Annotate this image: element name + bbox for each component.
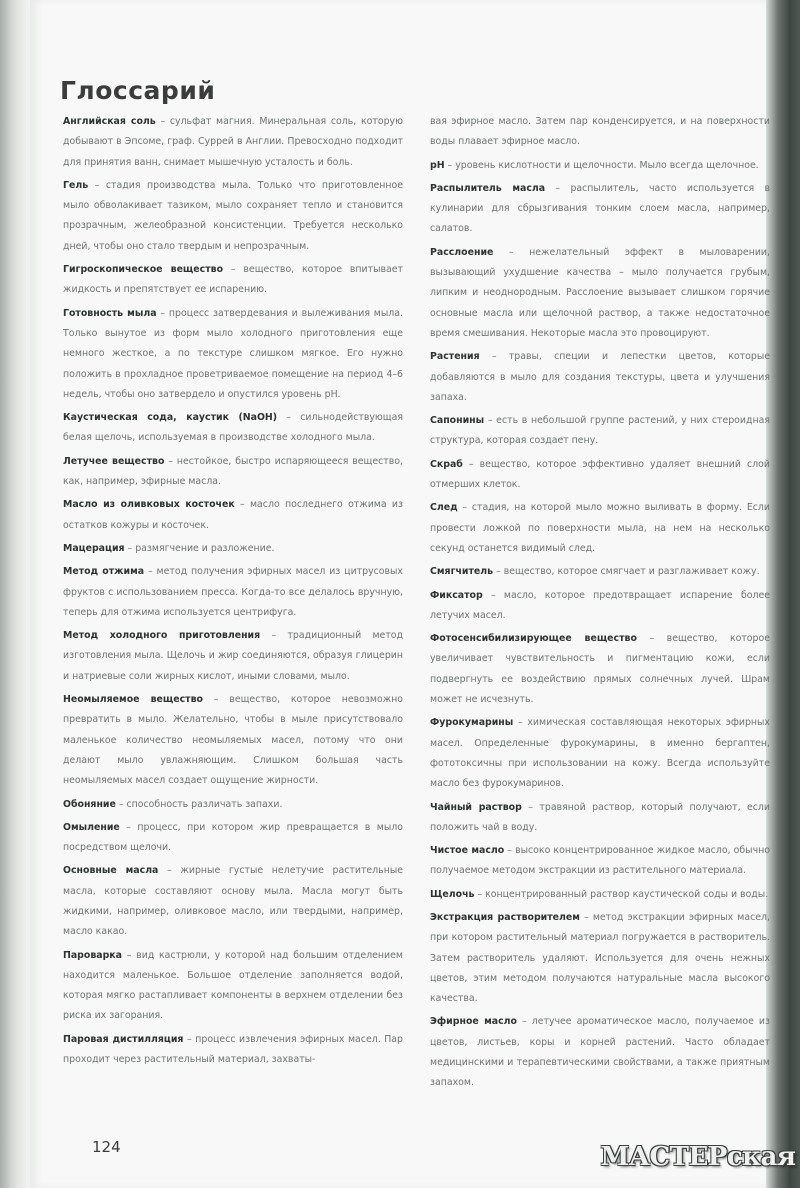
glossary-term: Фотосенсибилизирующее вещество xyxy=(430,633,637,645)
glossary-definition: – способность различать запахи. xyxy=(115,798,283,810)
glossary-definition: – метод экстракции эфирных масел, при котором растительный материал погружается в растворитель. Затем растворитель удаляют. Используется для очень нежных цветов, этим методом получаются натуральные масла высокого качества. xyxy=(430,911,770,1005)
glossary-entry xyxy=(63,112,403,173)
glossary-term: Чайный раствор xyxy=(430,801,522,813)
glossary-entry xyxy=(63,690,403,791)
glossary-definition: – жирные густые нелетучие растительные масла, которые составляют основу мыла. Масла могут быть жидкими, например, оливковое масло, или твердыми, например, масло какао. xyxy=(63,865,403,938)
glossary-definition: – уровень кислотности и щелочности. Мыло всегда щелочное. xyxy=(444,159,759,171)
glossary-definition: – сульфат магния. Минеральная соль, которую добывают в Эпсоме, граф. Суррей в Англии. Превосходно подходит для принятия ванн, снимает мышечную усталость и боль. xyxy=(63,116,403,168)
watermark-logo: МАСТЕРская xyxy=(600,1142,796,1172)
page-right-edge xyxy=(766,0,800,1188)
glossary-definition: – процесс затвердевания и вылеживания мыла. Только вынутое из форм мыло холодного приготовления еще немного жесткое, а по текстуре слишком мягкое. Его нужно положить в прохладное проветриваемое помещение на период 4–6 недель, чтобы оно затвердело и опустился уровень pH. xyxy=(63,307,404,400)
glossary-entry xyxy=(430,713,770,794)
glossary-term: След xyxy=(430,502,458,514)
glossary-definition: – вещество, которое увеличивает чувствительность и пигментацию кожи, если подвергнуть ее воздействию прямых солнечных лучей. Шрам может не исчезнуть. xyxy=(430,633,770,706)
glossary-definition: – вещество, которое впитывает жидкость и препятствует ее испарению. xyxy=(63,264,404,296)
glossary-definition: – сильнодействующая белая щелочь, используемая в производстве холодного мыла. xyxy=(63,412,403,444)
glossary-right-column xyxy=(430,112,770,1097)
glossary-definition: – травы, специи и лепестки цветов, которые добавляются в мыло для создания текстуры, цвета и улучшения запаха. xyxy=(430,351,770,403)
glossary-term: Готовность мыла xyxy=(63,307,157,319)
page-title: Глоссарий xyxy=(60,76,216,105)
glossary-definition: – процесс, при котором жир превращается в мыло посредством щелочи. xyxy=(63,821,403,854)
glossary-definition: – стадия, на которой мыло можно выливать в форму. Если провести ложкой по поверхности мыла, на нем на несколько секунд останется видимый след. xyxy=(430,502,770,554)
glossary-entry xyxy=(430,243,770,344)
glossary-term: Экстракция растворителем xyxy=(430,911,580,923)
glossary-definition: – вещество, которое эффективно удаляет внешний слой отмерших клеток. xyxy=(430,458,770,491)
glossary-definition: – высоко концентрированное жидкое масло, обычно получаемое методом экстракции из растительного материала. xyxy=(430,845,770,877)
glossary-entry xyxy=(430,885,770,905)
glossary-term: Эфирное масло xyxy=(430,1016,517,1028)
glossary-definition: вая эфирное масло. Затем пар конденсируется, и на поверхности воды плавает эфирное масло. xyxy=(430,116,770,148)
glossary-term: Масло из оливковых косточек xyxy=(63,499,235,511)
glossary-definition: – масло, которое предотвращает испарение более летучих масел. xyxy=(430,589,770,621)
glossary-entry xyxy=(430,498,770,559)
glossary-entry xyxy=(63,408,403,449)
glossary-entry xyxy=(63,861,403,942)
glossary-entry xyxy=(430,112,770,153)
glossary-term: Метод холодного приготовления xyxy=(63,630,261,642)
glossary-term: Метод отжима xyxy=(63,566,145,578)
glossary-entry xyxy=(63,818,403,859)
glossary-entry xyxy=(63,260,403,301)
glossary-entry xyxy=(63,1030,403,1071)
glossary-definition: – масло последнего отжима из остатков кожуры и косточек. xyxy=(63,499,403,531)
glossary-entry xyxy=(63,495,403,536)
glossary-definition: – летучее ароматическое масло, получаемое из цветов, листьев, коры и корней растений. Часто обладает медицинскими и терапевтическими свойствами, а также приятным запахом. xyxy=(430,1016,770,1089)
book-spine-shadow xyxy=(0,0,30,1188)
glossary-term: Распылитель масла xyxy=(430,182,546,194)
glossary-entry xyxy=(430,411,770,452)
glossary-entry xyxy=(430,908,770,1009)
glossary-left-column xyxy=(63,112,403,1073)
glossary-definition: – нестойкое, быстро испаряющееся вещество, как, например, эфирные масла. xyxy=(63,455,403,488)
glossary-definition: – метод получения эфирных масел из цитрусовых фруктов с использованием пресса. Когда-то все делалось вручную, теперь для отжима используется центрифуга. xyxy=(63,566,403,618)
glossary-definition: – есть в небольшой группе растений, у них стероидная структура, которая создает пену. xyxy=(430,415,770,447)
glossary-definition: – размягчение и разложение. xyxy=(124,542,275,554)
glossary-term: Растения xyxy=(430,351,480,363)
glossary-definition: – нежелательный эффект в мыловарении, вызывающий ухудшение качества – мыло получается грубым, липким и неоднородным. Расслоение вызывает слишком горячие основные масла или щелочной раствор, а также недостаточное время смешивания. Некоторые масла это провоцируют. xyxy=(430,246,770,339)
glossary-entry xyxy=(63,946,403,1027)
glossary-definition: – вещество, которое смягчает и разглаживает кожу. xyxy=(493,566,760,578)
glossary-term: Скраб xyxy=(430,458,463,470)
glossary-term: Фурокумарины xyxy=(430,717,514,729)
glossary-definition: – химическая составляющая некоторых эфирных масел. Определенные фурокумарины, в именно бергаптен, фототоксичны при использовании на кожу. Всегда используйте масло без фурокумаринов. xyxy=(430,717,770,790)
glossary-entry xyxy=(63,304,403,405)
glossary-term: Фиксатор xyxy=(430,589,483,601)
glossary-term: Омыление xyxy=(63,821,120,833)
glossary-term: Смягчитель xyxy=(430,566,494,578)
glossary-term: Гигроскопическое вещество xyxy=(63,264,224,276)
glossary-term: Английская соль xyxy=(63,116,156,127)
glossary-entry xyxy=(63,176,403,257)
glossary-term: pH xyxy=(430,159,445,171)
glossary-entry xyxy=(430,841,770,882)
glossary-definition: – распылитель, часто используется в кулинарии для сбрызгивания тонким слоем масла, например, салатов. xyxy=(430,182,770,235)
glossary-term: Сапонины xyxy=(430,415,485,427)
glossary-entry xyxy=(430,156,770,176)
glossary-term: Летучее вещество xyxy=(63,455,165,467)
glossary-term: Обоняние xyxy=(63,798,116,810)
glossary-term: Пароварка xyxy=(63,949,122,961)
glossary-term: Расслоение xyxy=(430,246,494,258)
glossary-entry xyxy=(430,586,770,627)
page-number: 124 xyxy=(92,1138,121,1156)
glossary-term: Паровая дистилляция xyxy=(63,1033,184,1045)
glossary-entry xyxy=(430,562,770,582)
glossary-entry xyxy=(430,179,770,240)
glossary-entry xyxy=(63,452,403,493)
glossary-entry xyxy=(430,455,770,496)
glossary-definition: – вид кастрюли, у которой над большим отделением находится маленькое. Большое отделение заполняется водой, которая мягко растапливает компоненты в верхнем отделении без риска их загорания. xyxy=(63,949,403,1022)
glossary-definition: – травяной раствор, который получают, если положить чай в воду. xyxy=(430,801,771,833)
glossary-entry xyxy=(430,629,770,710)
glossary-term: Неомыляемое вещество xyxy=(63,694,203,706)
glossary-entry xyxy=(63,795,403,815)
glossary-entry xyxy=(430,798,770,839)
glossary-term: Основные масла xyxy=(63,865,159,877)
glossary-entry xyxy=(430,347,770,408)
glossary-definition: – традиционный метод изготовления мыла. Щелочь и жир соединяются, образуя глицерин и натриевые соли жирных кислот, иными словами, мыло. xyxy=(63,630,404,682)
glossary-definition: – стадия производства мыла. Только что приготовленное мыло обволакивает тазиком, мыло сохраняет тепло и становится прозрачным, желеобразной консистенции. Требуется несколько дней, чтобы оно стало твердым и непрозрачным. xyxy=(63,179,403,252)
glossary-entry xyxy=(63,562,403,623)
glossary-definition: – концентрированный раствор каустической соды и воды. xyxy=(474,888,769,900)
glossary-term: Каустическая сода, каустик (NaOH) xyxy=(63,412,278,424)
glossary-entry xyxy=(63,539,403,559)
glossary-term: Чистое масло xyxy=(430,845,505,857)
glossary-entry xyxy=(63,626,403,687)
glossary-term: Щелочь xyxy=(430,888,475,900)
glossary-entry xyxy=(430,1012,770,1093)
glossary-definition: – процесс извлечения эфирных масел. Пар проходит через растительный материал, захваты- xyxy=(63,1033,403,1066)
glossary-term: Мацерация xyxy=(63,542,125,554)
glossary-term: Гель xyxy=(63,179,89,191)
glossary-definition: – вещество, которое невозможно превратить в мыло. Желательно, чтобы в мыле присутствовало маленькое количество неомыляемых масел, потому что они делают мыло увлажняющим. Слишком большая часть неомыляемых масел создает ощущение жирности. xyxy=(63,694,404,787)
